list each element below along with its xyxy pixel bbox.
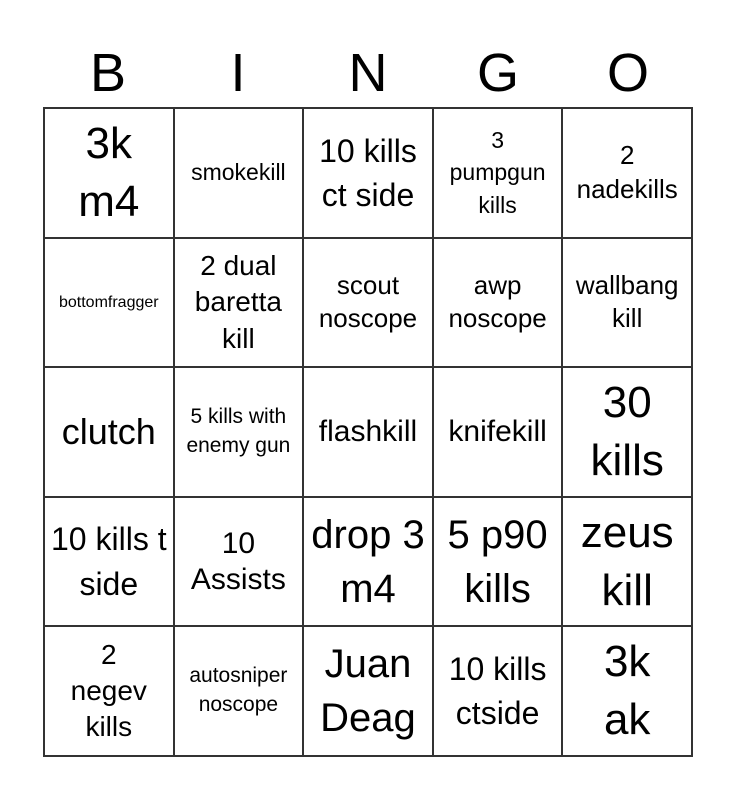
- cell-text: 10 kills ct side: [319, 132, 417, 213]
- cell-text: smokekill: [191, 159, 286, 186]
- cell-text: knifekill: [448, 414, 547, 448]
- cell-text: 5 p90 kills: [447, 512, 548, 611]
- cell-text: 2 nadekills: [576, 140, 678, 204]
- cell-text: clutch: [61, 411, 156, 453]
- cell-text: scout noscope: [318, 269, 418, 334]
- bingo-cell-b3[interactable]: [44, 367, 174, 497]
- header-letter-n: N: [348, 43, 388, 103]
- bingo-cell-i4[interactable]: [174, 497, 304, 627]
- bingo-cell-b2[interactable]: [44, 238, 174, 368]
- cell-text: flashkill: [318, 414, 418, 448]
- bingo-cell-o5[interactable]: [562, 626, 692, 756]
- bingo-cell-i3[interactable]: [174, 367, 304, 497]
- bingo-cell-o1[interactable]: [562, 108, 692, 238]
- header-letter-o: O: [606, 43, 649, 103]
- header-letter-g: G: [476, 43, 519, 103]
- bingo-cell-g2[interactable]: [433, 238, 563, 368]
- cell-text: 10 kills ctside: [448, 651, 547, 732]
- cell-text: 30 kills: [590, 377, 664, 485]
- cell-text: 3k ak: [603, 637, 651, 745]
- bingo-cell-b4[interactable]: [44, 497, 174, 627]
- bingo-cell-n1[interactable]: [303, 108, 433, 238]
- cell-text: 10 Assists: [190, 526, 286, 596]
- bingo-cell-i1[interactable]: [174, 108, 304, 238]
- cell-text: 3 pumpgun kills: [449, 126, 546, 219]
- header-letter-i: I: [230, 43, 246, 103]
- cell-text: wallbang kill: [575, 269, 679, 334]
- cell-text: 3k m4: [78, 118, 140, 226]
- bingo-cell-i2[interactable]: [174, 238, 304, 368]
- bingo-cell-n4[interactable]: [303, 497, 433, 627]
- bingo-cell-g1[interactable]: [433, 108, 563, 238]
- bingo-board: [43, 107, 693, 757]
- bingo-cell-n2[interactable]: [303, 238, 433, 368]
- cell-text: 10 kills t side: [51, 521, 167, 602]
- bingo-cell-o3[interactable]: [562, 367, 692, 497]
- bingo-cell-g5[interactable]: [433, 626, 563, 756]
- cell-text: 2 negev kills: [70, 638, 147, 743]
- bingo-header: [43, 38, 693, 108]
- cell-text: awp noscope: [448, 269, 547, 334]
- cell-text: autosniper noscope: [189, 664, 288, 717]
- cell-text: 2 dual baretta kill: [194, 249, 282, 354]
- bingo-cell-o2[interactable]: [562, 238, 692, 368]
- bingo-cell-i5[interactable]: [174, 626, 304, 756]
- bingo-cell-o4[interactable]: [562, 497, 692, 627]
- cell-text: bottomfragger: [58, 293, 159, 311]
- bingo-cell-n5[interactable]: [303, 626, 433, 756]
- cell-text: zeus kill: [580, 507, 674, 615]
- bingo-cell-n3[interactable]: [303, 367, 433, 497]
- cell-text: Juan Deag: [320, 642, 416, 741]
- bingo-cell-g4[interactable]: [433, 497, 563, 627]
- cell-text: drop 3 m4: [311, 512, 425, 611]
- bingo-cell-b5[interactable]: [44, 626, 174, 756]
- cell-text: 5 kills with enemy gun: [186, 405, 291, 457]
- header-letter-b: B: [89, 43, 127, 103]
- bingo-cell-g3[interactable]: [433, 367, 563, 497]
- bingo-cell-b1[interactable]: [44, 108, 174, 238]
